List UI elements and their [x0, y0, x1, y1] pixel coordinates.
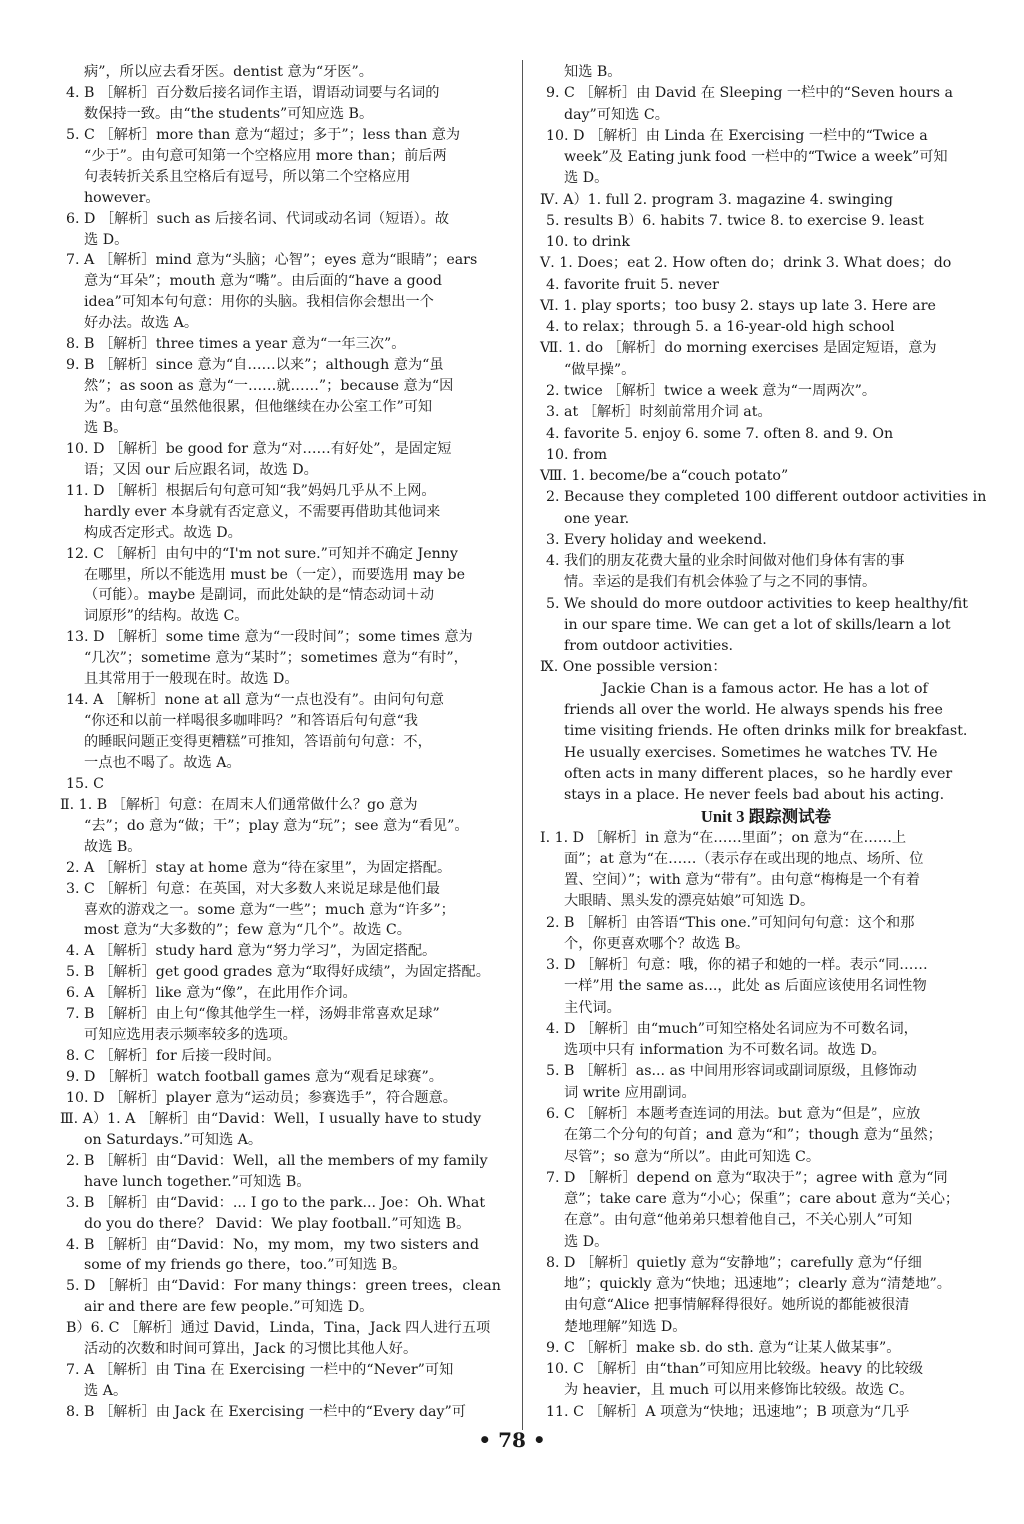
answer-item: 9. C ［解析］由 David 在 Sleeping 一栏中的“Seven hours a: [546, 85, 953, 102]
answer-item: 4. D ［解析］由“much”可知空格处名词应为不可数名词，: [546, 1020, 918, 1037]
text-line: 一样”用 the same as...，此处 as 后面应该使用名词性物: [564, 978, 927, 995]
section-line: Ⅸ. One possible version：: [540, 659, 727, 676]
left-column: [60, 62, 512, 1423]
answer-item: 7. A ［解析］mind 意为“头脑；心智”；eyes 意为“眼睛”；ears: [66, 252, 478, 269]
text-line: 然”；as soon as 意为“一……就……”；because 意为“因: [84, 378, 454, 395]
answer-item: 5. We should do more outdoor activities to keep healthy/fit: [546, 595, 968, 612]
text-line: 故选 B。: [84, 838, 142, 855]
answer-item: 4. favorite fruit 5. never: [546, 276, 719, 293]
answer-item: 9. D ［解析］watch football games 意为“观看足球赛”。: [66, 1069, 443, 1085]
text-line: 选 D。: [564, 1233, 609, 1250]
text-line: from outdoor activities.: [564, 638, 733, 655]
answer-item: 9. C ［解析］make sb. do sth. 意为“让某人做某事”。: [546, 1339, 901, 1356]
answer-item: 10. C ［解析］由“than”可知应用比较级。heavy 的比较级: [546, 1361, 924, 1378]
answer-item: 3. C ［解析］句意：在英国，对大多数人来说足球是他们最: [66, 880, 440, 897]
answer-item: 11. D ［解析］根据后句句意可知“我”妈妈几乎从不上网。: [66, 482, 436, 499]
answer-item: 10. to drink: [546, 234, 630, 251]
text-line: stays in a place. He never feels bad about his acting.: [564, 787, 945, 804]
answer-item: 12. C ［解析］由句中的“I'm not sure.”可知并不确定 Jenny: [66, 545, 458, 562]
text-line: 为 heavier，且 much 可以用来修饰比较级。故选 C。: [564, 1382, 914, 1399]
answer-item: 4. favorite 5. enjoy 6. some 7. often 8. and 9. On: [546, 425, 894, 442]
text-line: idea”可知本句句意：用你的头脑。我相信你会想出一个: [84, 294, 434, 311]
section-line: Ⅵ. 1. play sports；too busy 2. stays up late 3. Here are: [540, 297, 936, 314]
text-line: 可知应选用表示频率较多的选项。: [84, 1027, 297, 1044]
section-line: Ⅴ. 1. Does；eat 2. How often do；drink 3. What does；do: [540, 255, 952, 272]
answer-item: 4. 我们的朋友花费大量的业余时间做对他们身体有害的事: [546, 553, 905, 570]
answer-item: 3. Every holiday and weekend.: [546, 531, 767, 548]
text-line: “少于”。由句意可知第一个空格应用 more than；前后两: [84, 147, 447, 164]
text-line: 语；又因 our 后应跟名词，故选 D。: [84, 461, 318, 478]
text-line: most 意为“大多数的”；few 意为“几个”。故选 C。: [84, 922, 411, 939]
answer-item: 2. twice ［解析］twice a week 意为“一周两次”。: [546, 382, 877, 399]
section-line: Ⅲ. A）1. A ［解析］由“David：Well，I usually have to study: [60, 1110, 482, 1127]
text-line: 选 B。: [84, 419, 128, 436]
text-line: 意为“耳朵”；mouth 意为“嘴”。由后面的“have a good: [84, 273, 442, 290]
answer-item: 5. D ［解析］由“David：For many things：green trees，clean: [66, 1278, 501, 1295]
text-line: 置、空间）”；with 意为“带有”。由句意“梅梅是一个有着: [564, 872, 920, 889]
answer-item: 4. A ［解析］study hard 意为“努力学习”，为固定搭配。: [66, 943, 437, 960]
text-line: 楚地理解”知选 D。: [564, 1318, 687, 1335]
answer-item: 8. D ［解析］quietly 意为“安静地”；carefully 意为“仔细: [546, 1254, 922, 1271]
text-line: time visiting friends. He often drinks milk for breakfast.: [564, 723, 968, 740]
text-line: “做早操”。: [564, 361, 636, 378]
text-line: （可能）。maybe 是副词，而此处缺的是“情态动词＋动: [84, 587, 435, 604]
answer-item: 9. B ［解析］since 意为“自……以来”；although 意为“虽: [66, 357, 444, 374]
text-line: 意”；take care 意为“小心；保重”；care about 意为“关心；: [564, 1191, 960, 1208]
text-line: 情。幸运的是我们有机会体验了与之不同的事情。: [564, 574, 877, 591]
text-line: 词 write 应用副词。: [564, 1084, 696, 1101]
page-number: • 78 •: [478, 1428, 546, 1452]
text-line: He usually exercises. Sometimes he watches TV. He: [564, 744, 938, 761]
text-line: 尽管”；so 意为“所以”。由此可知选 C。: [564, 1148, 821, 1165]
answer-item: 5. B ［解析］get good grades 意为“取得好成绩”，为固定搭配。: [66, 964, 490, 981]
text-line: however。: [84, 189, 160, 206]
text-line: have lunch together.”可知选 B。: [84, 1173, 311, 1190]
text-line: 为”。由句意“虽然他很累，但他继续在办公室工作”可知: [84, 399, 433, 415]
text-line: 一点也不喝了。故选 A。: [84, 754, 241, 771]
answer-item: 10. D ［解析］由 Linda 在 Exercising 一栏中的“Twice a: [546, 127, 928, 144]
answer-item: 2. A ［解析］stay at home 意为“待在家里”，为固定搭配。: [66, 859, 452, 876]
text-line: 在哪里，所以不能选用 must be（一定），而要选用 may be: [84, 566, 465, 583]
text-line: 面”；at 意为“在……（表示存在或出现的地点、场所、位: [564, 850, 924, 867]
answer-item: B）6. C ［解析］通过 David，Linda，Tina，Jack 四人进行五项: [66, 1320, 491, 1337]
text-line: 喜欢的游戏之一。some 意为“一些”；much 意为“许多”；: [84, 901, 455, 918]
answer-item: 4. B ［解析］由“David：No，my mom，my two sisters and: [66, 1236, 479, 1253]
right-column: [540, 62, 992, 1423]
text-line: 词原形”的结构。故选 C。: [84, 608, 249, 625]
answer-item: 10. D ［解析］player 意为“运动员；参赛选手”，符合题意。: [66, 1089, 457, 1106]
column-divider: [522, 60, 523, 1430]
answer-item: 5. C ［解析］more than 意为“超过；多于”；less than 意为: [66, 126, 461, 143]
text-line: 好办法。故选 A。: [84, 315, 199, 332]
text-line: 选 A。: [84, 1383, 128, 1400]
answer-item: 7. D ［解析］depend on 意为“取决于”；agree with 意为“同: [546, 1169, 948, 1186]
text-line: 的睡眠问题正变得更糟糕”可推知，答语前句句意：不，: [84, 734, 432, 750]
text-line: 个，你更喜欢哪个？故选 B。: [564, 935, 750, 952]
answer-item: 13. D ［解析］some time 意为“一段时间”；some times 意为: [66, 629, 473, 646]
text-line: week”及 Eating junk food 一栏中的“Twice a week”可知: [564, 149, 948, 166]
text-line: some of my friends go there，too.”可知选 B。: [84, 1257, 407, 1274]
answer-item: 5. B ［解析］as... as 中间用形容词或副词原级，且修饰动: [546, 1063, 917, 1080]
section-line: Ⅷ. 1. become/be a“couch potato”: [540, 468, 789, 485]
text-line: 且其常用于一般现在时。故选 D。: [84, 671, 299, 688]
text-line: “去”；do 意为“做；干”；play 意为“玩”；see 意为“看见”。: [84, 817, 469, 834]
answer-item: 14. A ［解析］none at all 意为“一点也没有”。由问句句意: [66, 692, 444, 709]
answer-item: 8. B ［解析］由 Jack 在 Exercising 一栏中的“Every day”可: [66, 1404, 466, 1420]
text-line: on Saturdays.”可知选 A。: [84, 1131, 263, 1148]
text-line: 在第二个分句的句首；and 意为“和”；though 意为“虽然；: [564, 1127, 942, 1144]
section-line: Ⅳ. A）1. full 2. program 3. magazine 4. swinging: [540, 191, 893, 208]
answer-item: 2. B ［解析］由答语“This one.”可知问句句意：这个和那: [546, 914, 915, 931]
answer-item: 10. from: [546, 446, 608, 463]
answer-item: 3. D ［解析］句意：哦，你的裙子和她的一样。表示“同……: [546, 957, 928, 974]
answer-item: 8. C ［解析］for 后接一段时间。: [66, 1048, 281, 1065]
answer-item: 6. D ［解析］such as 后接名词、代词或动名词（短语）。故: [66, 210, 450, 227]
text-line: air and there are few people.”可知选 D。: [84, 1299, 374, 1316]
answer-item: 6. C ［解析］本题考查连词的用法。but 意为“但是”，应放: [546, 1106, 921, 1123]
text-line: 选项中只有 information 为不可数名词。故选 D。: [564, 1042, 886, 1059]
section-line: Ⅰ. 1. D ［解析］in 意为“在……里面”；on 意为“在……上: [540, 829, 907, 846]
text-line: Jackie Chan is a famous actor. He has a lot of: [602, 680, 928, 697]
answer-item: 2. B ［解析］由“David：Well，all the members of my family: [66, 1152, 488, 1169]
section-line: Ⅶ. 1. do ［解析］do morning exercises 是固定短语，意为: [540, 340, 937, 357]
answer-item: 7. A ［解析］由 Tina 在 Exercising 一栏中的“Never”可知: [66, 1362, 454, 1379]
text-line: 病”，所以应去看牙医。dentist 意为“牙医”。: [84, 64, 373, 80]
answer-item: 8. B ［解析］three times a year 意为“一年三次”。: [66, 336, 406, 353]
answer-item: 2. Because they completed 100 different outdoor activities in: [546, 489, 987, 506]
text-line: hardly ever 本身就有否定意义，不需要再借助其他词来: [84, 503, 441, 520]
answer-item: 4. B ［解析］百分数后接名词作主语，谓语动词要与名词的: [66, 84, 440, 101]
text-line: do you do there？ David：We play football.”可知选 B。: [84, 1215, 471, 1232]
text-line: 在意”。由句意“他弟弟只想着他自己，不关心别人”可知: [564, 1212, 913, 1229]
answer-item: 3. B ［解析］由“David：... I go to the park... Joe：Oh. What: [66, 1194, 486, 1211]
text-line: 地”；quickly 意为“快地；迅速地”；clearly 意为“清楚地”。: [564, 1276, 951, 1293]
answer-item: 5. results B）6. habits 7. twice 8. to exercise 9. least: [546, 212, 924, 229]
text-line: often acts in many different places，so he hardly ever: [564, 765, 953, 782]
answer-item: 7. B ［解析］由上句“像其他学生一样，汤姆非常喜欢足球”: [66, 1006, 440, 1023]
text-line: 选 D。: [564, 170, 609, 187]
text-line: 构成否定形式。故选 D。: [84, 524, 242, 541]
answer-item: 10. D ［解析］be good for 意为“对……有好处”，是固定短: [66, 440, 452, 457]
text-line: day”可知选 C。: [564, 106, 669, 123]
text-line: “几次”；sometime 意为“某时”；sometimes 意为“有时”，: [84, 650, 468, 667]
text-line: friends all over the world. He always spends his free: [564, 701, 943, 718]
text-line: one year.: [564, 510, 630, 527]
text-line: 数保持一致。由“the students”可知应选 B。: [84, 105, 374, 122]
text-line: 大眼睛、黑头发的漂亮姑娘”可知选 D。: [564, 893, 815, 910]
text-line: 活动的次数和时间可算出，Jack 的习惯比其他人好。: [84, 1341, 418, 1358]
answer-item: 6. A ［解析］like 意为“像”，在此用作介词。: [66, 985, 357, 1002]
answer-item: 15. C: [66, 775, 104, 792]
answer-item: 4. to relax；through 5. a 16-year-old high school: [546, 319, 895, 336]
section-line: Ⅱ. 1. B ［解析］句意：在周末人们通常做什么？go 意为: [60, 796, 418, 813]
answer-item: 11. C ［解析］A 项意为“快地；迅速地”；B 项意为“几乎: [546, 1403, 910, 1420]
text-line: 由句意“Alice 把事情解释得很好。她所说的都能被很清: [564, 1297, 910, 1314]
section-heading: Unit 3 跟踪测试卷: [700, 807, 832, 827]
text-line: in our spare time. We can get a lot of skills/learn a lot: [564, 616, 951, 633]
text-line: “你还和以前一样喝很多咖啡吗？”和答语后句句意“我: [84, 713, 418, 730]
text-line: 主代词。: [564, 999, 621, 1016]
answer-item: 3. at ［解析］时刻前常用介词 at。: [546, 404, 772, 421]
text-line: 选 D。: [84, 231, 129, 248]
text-line: 句表转折关系且空格后有逗号，所以第二个空格应用: [84, 168, 411, 185]
text-line: 知选 B。: [564, 64, 622, 80]
